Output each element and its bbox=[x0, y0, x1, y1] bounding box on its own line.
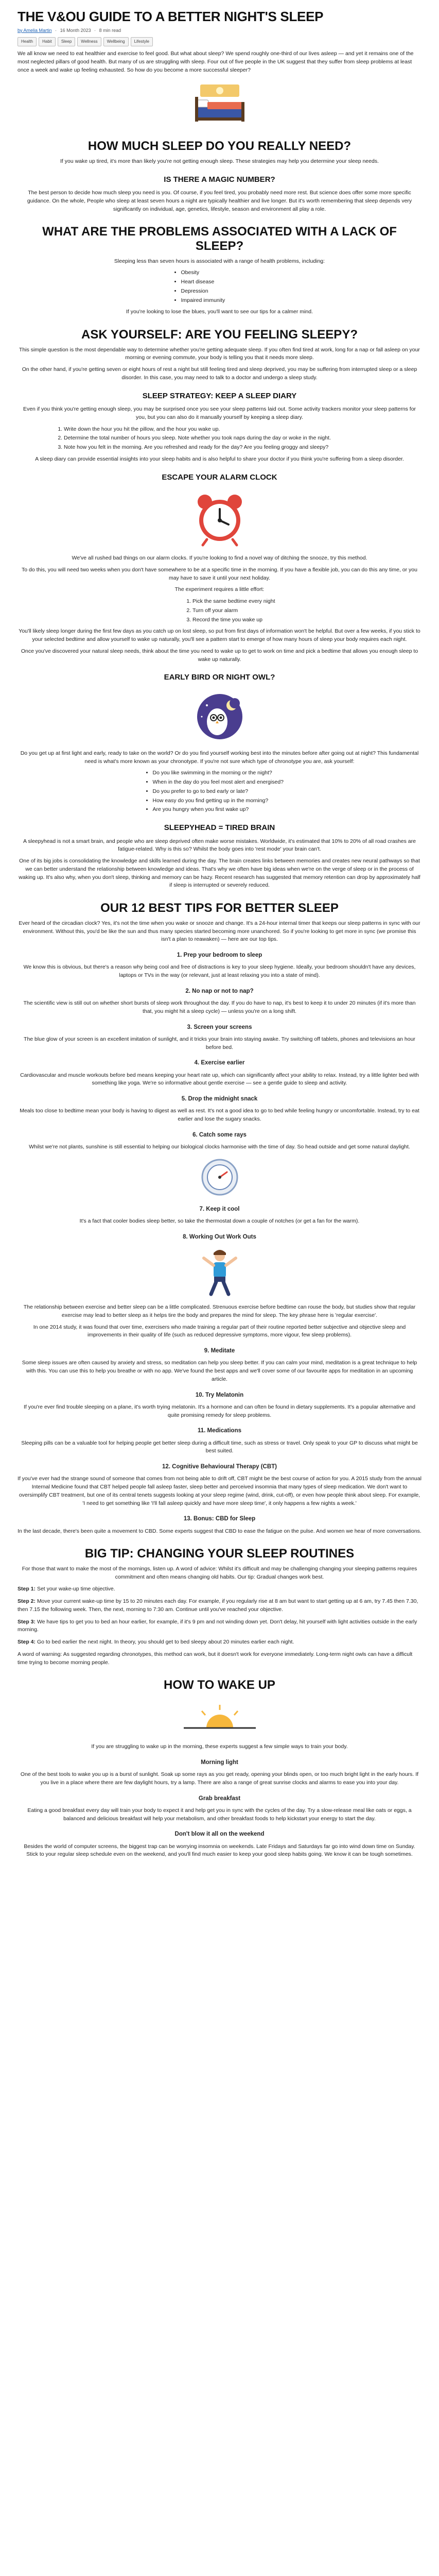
routine-step bbox=[17, 1598, 422, 1614]
list-item: 2. Turn off your alarm bbox=[192, 607, 422, 615]
tip-text: Some sleep issues are often caused by anxiety and stress, so meditation can help you sleep better. If you can calm your mind, meditation is a great technique to help with this. You can use this to help you breathe or with no app. We've found the best apps and we'll cover some of our favourite apps for meditation in an upcoming article. bbox=[22, 1360, 417, 1382]
article-meta bbox=[17, 27, 422, 35]
tip-text: In the last decade, there's been quite a movement to CBD. Some experts suggest that CBD to ease the fatigue on the pulse. And women we hear of more conversations. bbox=[17, 1528, 422, 1534]
problems-list bbox=[181, 269, 258, 304]
list-item: • How easy do you find getting up in the morning? bbox=[153, 797, 287, 805]
step-text: Move your current wake-up time by 15 to 20 minutes each day. For example, if you regularly rise at 8 am but want to start getting up at 6 am, try 7.45 then 7.30, then 7.15 the following week. Then, the next, morning to 7:30 am. Continue until you've reached your objective. bbox=[17, 1598, 418, 1613]
list-item: 3. Note how you felt in the morning. Are you refreshed and ready for the day? Are you feeling groggy and sleepy? bbox=[64, 444, 422, 452]
list-item: • Impaired immunity bbox=[181, 297, 258, 305]
step-label: Step 4: bbox=[17, 1639, 36, 1646]
step-label: Step 1: bbox=[17, 1586, 36, 1592]
list-item: • Depression bbox=[181, 287, 258, 296]
tip-title: 6. Catch some rays bbox=[192, 1131, 247, 1138]
tip-title: 1. Prep your bedroom to sleep bbox=[177, 952, 262, 959]
tip-text: The relationship between exercise and better sleep can be a little complicated. Strenuous exercise before bedtime can rouse the body, but studies show that regular exercise may lead to better sleep as it helps tire the body and prepares the mind for sleep. The key phrase here is 'regular exercise'. bbox=[23, 1304, 416, 1318]
routine-step bbox=[17, 1638, 422, 1647]
meta-separator: · bbox=[55, 27, 57, 33]
tip-title: 9. Meditate bbox=[204, 1348, 235, 1354]
tag-sleep[interactable]: Sleep bbox=[58, 37, 75, 46]
tip-text: Meals too close to bedtime mean your body is having to digest as well as rest. It's not a good idea to go to bed while feeling hungry or uncomfortable. Instead, try to eat earlier and lose the sugary snacks. bbox=[20, 1108, 419, 1123]
alarm-paragraph-2: To do this, you will need two weeks when you don't have somewhere to be at a specific time in the morning. If you have a flexible job, you can do this any time, or you may have to save it until your next holiday. bbox=[22, 566, 417, 581]
tip-title: 13. Bonus: CBD for Sleep bbox=[183, 1516, 256, 1522]
tip-title: 11. Medications bbox=[197, 1428, 241, 1434]
list-item: 3. Record the time you wake up bbox=[192, 616, 422, 624]
tip-title: 2. No nap or not to nap? bbox=[185, 988, 254, 994]
owl-icon bbox=[191, 691, 248, 742]
page-title: THE V&OU GUIDE TO A BETTER NIGHT'S SLEEP bbox=[17, 9, 324, 24]
step-label: Step 3: bbox=[17, 1618, 36, 1625]
routines-intro: For those that want to make the most of the mornings, listen up. A word of advice: Whilst it's difficult and may be challenging changing your sleeping patterns requires commitment and often means changing old habits. Our tip: Gradual changes work best. bbox=[22, 1565, 417, 1580]
wake-subheading: Morning light bbox=[201, 1759, 238, 1766]
problems-followup: If you're looking to lose the blues, you'll want to see our tips for a calmer mind. bbox=[126, 309, 313, 315]
alarm-paragraph-3: The experiment requires a little effort: bbox=[174, 586, 265, 593]
workout-illustration bbox=[17, 1247, 422, 1298]
alarm-paragraph-5: Once you've discovered your natural sleep needs, think about the time you need to wake up to get to work on time and pick a bedtime that allows you enough sleep to wake up naturally. bbox=[21, 648, 418, 663]
section-heading-wake: HOW TO WAKE UP bbox=[164, 1678, 275, 1692]
tip-text: If you're ever find trouble sleeping on a plane, it's worth trying melatonin. It's a hormone and can often be found in dietary supplements. It's a popular alternative and quite promising remedy for sleep problems. bbox=[24, 1403, 415, 1418]
tip-title: 12. Cognitive Behavioural Therapy (CBT) bbox=[162, 1464, 277, 1470]
section-heading-tips: OUR 12 BEST TIPS FOR BETTER SLEEP bbox=[100, 901, 339, 916]
section-heading-how-much: HOW MUCH SLEEP DO YOU REALLY NEED? bbox=[87, 139, 352, 154]
bed-icon bbox=[189, 81, 251, 128]
alarm-paragraph-1: We've all rushed bad things on our alarm clocks. If you're looking to find a novel way of ditching the snooze, try this method. bbox=[72, 555, 367, 562]
routine-step bbox=[17, 1618, 422, 1635]
tip-title: 3. Screen your screens bbox=[187, 1024, 252, 1030]
problems-paragraph: Sleeping less than seven hours is associated with a range of health problems, including: bbox=[114, 258, 325, 264]
tip-title: 4. Exercise earlier bbox=[194, 1060, 245, 1066]
tip-text: We know this is obvious, but there's a reason why being cool and free of distractions is key to your sleep hygiene. Ideally, your bedroom shouldn't have any devices, laptops or TVs in the way (or relevant, just at least relaxing you into a state of mind). bbox=[23, 964, 416, 979]
publish-date: 16 Month 2023 bbox=[60, 27, 91, 33]
routine-step bbox=[17, 1585, 422, 1594]
owl-illustration bbox=[17, 691, 422, 742]
step-text: Set your wake-up time objective. bbox=[37, 1586, 115, 1592]
tip-text: The blue glow of your screen is an excellent imitation of sunlight, and it tricks your brain into staying awake. Try switching off tablets, phones and televisions an hour before bed. bbox=[24, 1036, 415, 1050]
tips-intro: Ever heard of the circadian clock? Yes, it's not the time when you wake or snooze and change. It's a 24-hour internal timer that keeps our sleep patterns in sync with our environment. Without this, you'd be like the sun and thus many species started becoming more unanchored. So if you're looking to get more in sync (we promise this isn't a plan to reawaken) — here are our top tips. bbox=[19, 920, 420, 943]
list-item: • Do you prefer to go to bed early or late? bbox=[153, 788, 287, 796]
section-heading-problems: WHAT ARE THE PROBLEMS ASSOCIATED WITH A LACK OF SLEEP? bbox=[42, 225, 397, 253]
tip-text: Whilst we're not plants, sunshine is still essential to helping our biological clocks harmonise with the time of day. So head outside and get some natural daylight. bbox=[29, 1144, 410, 1150]
alarm-steps bbox=[192, 598, 422, 624]
tip-title: 8. Working Out Work Outs bbox=[183, 1233, 256, 1240]
section-heading-alarm: ESCAPE YOUR ALARM CLOCK bbox=[162, 472, 277, 482]
tired-paragraph-1: A sleepyhead is not a smart brain, and people who are sleep deprived often make worse mistakes. Worldwide, it's estimated that 10% to 20% of all road crashes are fatigue-related. Why is this so? Whilst the body goes into 'rest mode' your brain can't. bbox=[23, 838, 416, 853]
section-heading-bird: EARLY BIRD OR NIGHT OWL? bbox=[164, 673, 275, 682]
tip-text: If you've ever had the strange sound of someone that comes from not being able to drift off, CBT might be the best course of action for you. A 2015 study from the annual Internal Medicine found that CBT helped people fall asleep faster, sleep better and perceived insomnia that many types of sleep medication. We don't want to oversimplify CBT treatment, but one of its central tenets suggests looking at your sleep regime (wind, drink, cut-off), or even how people think about sleep. For example, 'I need to get something like 'I'll fall asleep quickly and have more sleep time', it only happens a few nights a week.' bbox=[17, 1476, 422, 1506]
list-item: • When in the day do you feel most alert and energised? bbox=[153, 778, 287, 787]
wake-intro: If you are struggling to wake up in the morning, these experts suggest a few simple ways to train your body. bbox=[91, 1743, 348, 1750]
wake-subheading: Grab breakfast bbox=[198, 1795, 241, 1802]
sleepy-paragraph-2: On the other hand, if you're getting seven or eight hours of rest a night but still feeling tired and sleep deprived, you may be suffering from interrupted sleep or a sleep disorder. In this case, you may need to talk to a doctor and undergo a sleep study. bbox=[22, 366, 417, 381]
step-text: Go to bed earlier the next night. In theory, you should get to bed sleepy about 20 minutes earlier each night. bbox=[37, 1639, 294, 1646]
tag-lifestyle[interactable]: Lifestyle bbox=[131, 37, 153, 46]
sleepy-paragraph-1: This simple question is the most dependable way to determine whether you're getting adequate sleep. If you often find tired at work, long for a nap or fall asleep on your morning or evening commute, your body is telling you that it needs more sleep. bbox=[19, 346, 420, 361]
tip-text: In one 2014 study, it was found that over time, exercisers who made training a regular part of their routine reported better subjective and objective sleep and improvements in their quality of life (such as reduced depressive symptoms, more vigour, few sleep problems). bbox=[33, 1324, 406, 1338]
thermostat-illustration bbox=[17, 1157, 422, 1198]
section-heading-sleepy: ASK YOURSELF: ARE YOU FEELING SLEEPY? bbox=[81, 328, 358, 342]
list-item: • Obesity bbox=[181, 269, 258, 277]
list-item: • Do you like swimming in the morning or the night? bbox=[153, 769, 287, 777]
list-item: • Are you hungry when you first wake up? bbox=[153, 806, 287, 814]
bird-paragraph: Do you get up at first light and early, ready to take on the world? Or do you find yourself working best into the minutes before after going out at night? This fundamental need is what's more known as your chronotype. If you're not sure which type of chronotype you are, ask yourself: bbox=[20, 750, 419, 765]
sunrise-icon bbox=[179, 1700, 261, 1736]
routines-warning: A word of warning: As suggested regarding chronotypes, this method can work, but it doesn't work for everyone immediately. Long-term night owls can have a difficult time trying to become morning people. bbox=[17, 1651, 413, 1666]
tag-wellness[interactable]: Wellness bbox=[77, 37, 101, 46]
alarm-illustration bbox=[17, 490, 422, 547]
wake-subheading: Don't blow it all on the weekend bbox=[174, 1831, 265, 1838]
tip-title: 5. Drop the midnight snack bbox=[181, 1096, 258, 1103]
tired-paragraph-2: One of its big jobs is consolidating the knowledge and skills learned during the day. The brain creates links between memories and creates new neural pathways so that we can better understand the relationship between knowledge and ideas. That's why we often have big ideas when we're on the verge of sleep or in the process of waking up. It's also why, when you don't sleep, thinking and memory can be hazy. Recent research has suggested that memory retention can drop by approximately half if sleep is interrupted or severely reduced. bbox=[19, 858, 420, 889]
section-heading-diary: SLEEP STRATEGY: KEEP A SLEEP DIARY bbox=[142, 391, 297, 400]
alarm-clock-icon bbox=[191, 490, 248, 547]
tip-text: The scientific view is still out on whether short bursts of sleep work throughout the day. If you do have to nap, it's best to keep it to under 20 minutes (if it's more than that, you might hit a sleep cycle) — unless you're on a long shift. bbox=[23, 1000, 416, 1014]
list-item: 1. Write down the hour you hit the pillow, and the hour you wake up. bbox=[64, 426, 422, 434]
tag-health[interactable]: Health bbox=[17, 37, 37, 46]
alarm-paragraph-4: You'll likely sleep longer during the first few days as you catch up on lost sleep, so put from first days of information won't be helpful. But over a few weeks, if you stick to your selected bedtime and allow yourself to wake up naturally, you'll see a pattern start to emerge of how many hours of sleep your body requires each night. bbox=[19, 628, 420, 643]
step-label: Step 2: bbox=[17, 1598, 36, 1605]
tag-list bbox=[17, 37, 422, 46]
person-exercising-icon bbox=[197, 1247, 243, 1298]
thermostat-icon bbox=[199, 1157, 240, 1198]
diary-paragraph-1: Even if you think you're getting enough sleep, you may be surprised once you see your sleep patterns laid out. Some activity trackers monitor your sleep patterns for you, but you can also do it manually yourself by keeping a sleep diary. bbox=[23, 406, 416, 420]
bed-illustration bbox=[17, 81, 422, 128]
tip-title: 10. Try Melatonin bbox=[195, 1392, 244, 1398]
tag-habit[interactable]: Habit bbox=[39, 37, 56, 46]
section-heading-tired: SLEEPYHEAD = TIRED BRAIN bbox=[164, 823, 275, 833]
tag-wellbeing[interactable]: Wellbeing bbox=[103, 37, 129, 46]
wake-paragraph: Besides the world of computer screens, the biggest trap can be worrying insomnia on weekends. Late Fridays and Saturdays far go into wind down time on Sunday. Stick to your regular sleep schedule even on the weekend, and you'll find much easier to keep your good sleep habits going. We know it can be tough sometimes. bbox=[24, 1843, 415, 1858]
tip-text: Sleeping pills can be a valuable tool for helping people get better sleep during a difficult time, such as stress or travel. Only speak to your GP to discuss what might be best suited. bbox=[21, 1439, 418, 1454]
list-item: 2. Determine the total number of hours you sleep. Note whether you took naps during the day or woke in the night. bbox=[64, 434, 422, 443]
tip-text: Cardiovascular and muscle workouts before bed means keeping your heart rate up, which can significantly affect your ability to relax. Instead, try a little lighter bed with something like yoga. We're so informative about gentle exercise — see a gentle guide to sleep and activity. bbox=[20, 1072, 419, 1087]
wake-paragraph: Eating a good breakfast every day will train your body to expect it and help get you in sync with the cycles of the day. Try a slow-release meal like oats or eggs, a balanced and delicious breakfast will help your metabolism, and other breakfast foods to help kickstart your energy to start the day. bbox=[27, 1807, 412, 1822]
meta-separator: · bbox=[94, 27, 96, 33]
tip-text: It's a fact that cooler bodies sleep better, so take the thermostat down a couple of notches (or get a fan for the warm). bbox=[79, 1218, 360, 1225]
sunrise-illustration bbox=[17, 1700, 422, 1736]
section-heading-routines: BIG TIP: CHANGING YOUR SLEEP ROUTINES bbox=[84, 1547, 355, 1561]
magic-number-heading: IS THERE A MAGIC NUMBER? bbox=[164, 175, 275, 184]
diary-steps bbox=[64, 426, 422, 452]
tip-title: 7. Keep it cool bbox=[199, 1206, 240, 1212]
list-item: • Heart disease bbox=[181, 278, 258, 286]
diary-paragraph-2: A sleep diary can provide essential insights into your sleep habits and is also helpful to share your doctor if you think you're suffering from a sleep disorder. bbox=[35, 455, 404, 462]
author-link[interactable]: by Amelia Martin bbox=[17, 27, 52, 33]
chronotype-questions bbox=[153, 769, 287, 814]
how-much-paragraph: If you wake up tired, it's more than likely you're not getting enough sleep. These strategies may help you determine your sleep needs. bbox=[60, 158, 379, 164]
intro-paragraph: We all know we need to eat healthier and exercise to feel good. But what about sleep? We spend roughly one-third of our lives asleep — and yet it remains one of the most neglected pillars of good health. But many of us are struggling with sleep. Four out of five people in the UK suggest that they suffer from sleep problems at least once a week and wake up feeling exhausted. So how do you become a more successful sleeper? bbox=[17, 50, 414, 73]
wake-paragraph: One of the best tools to wake you up is a burst of sunlight. Soak up some rays as you get ready, opening your blinds open, or too much bright light in the early hours. If you live in a place where there are few daylight hours, try a lamp. There are also a range of great sunrise clocks and alarms to ease you into your day. bbox=[20, 1771, 419, 1786]
magic-number-paragraph: The best person to decide how much sleep you need is you. Of course, if you feel tired, you probably need more rest. But science does offer some more specific guidance. On the whole, People who sleep at least seven hours a night are typically healthier and live longer. But it's worth remembering that sleep depends very significantly on individual, age, genetics, lifestyle, season and environment all play a role. bbox=[27, 190, 412, 212]
list-item: 1. Pick the same bedtime every night bbox=[192, 598, 422, 606]
step-text: We have tips to get you to bed an hour earlier, for example, if it's 9 pm and not winding down yet. Don't delay, hit yourself with light activities outside in the early morning. bbox=[17, 1618, 417, 1633]
read-time: 8 min read bbox=[99, 27, 121, 33]
